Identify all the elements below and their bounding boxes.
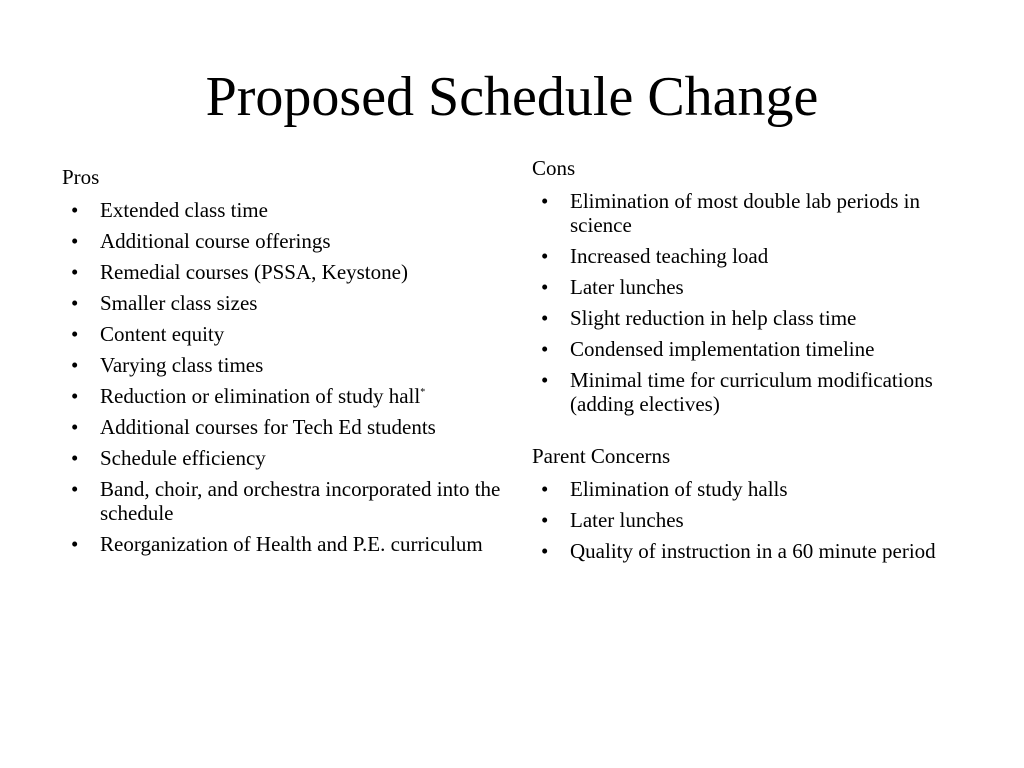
list-item: • Remedial courses (PSSA, Keystone) xyxy=(71,260,408,284)
list-item: • Increased teaching load xyxy=(541,244,769,268)
bullet-icon: • xyxy=(71,446,79,470)
slide-title: Proposed Schedule Change xyxy=(205,66,819,128)
list-item: • Quality of instruction in a 60 minute period xyxy=(541,539,936,563)
bullet-icon: • xyxy=(541,508,549,532)
list-item: • Additional courses for Tech Ed students xyxy=(71,415,436,439)
section-spacer xyxy=(532,416,972,442)
list-item: • Content equity xyxy=(71,322,225,346)
bullet-icon: • xyxy=(541,306,549,330)
pros-column xyxy=(62,163,502,556)
bullet-icon: • xyxy=(541,244,549,268)
cons-column xyxy=(532,154,972,563)
bullet-icon: • xyxy=(71,532,79,556)
bullet-icon: • xyxy=(71,291,79,315)
bullet-icon: • xyxy=(71,229,79,253)
list-item: • Elimination of study halls xyxy=(541,477,788,501)
list-item: • Smaller class sizes xyxy=(71,291,258,315)
list-item: • Reorganization of Health and P.E. curriculum xyxy=(71,532,483,556)
bullet-icon: • xyxy=(541,275,549,299)
cons-list xyxy=(532,189,972,416)
list-item: • Additional course offerings xyxy=(71,229,331,253)
list-item: • Later lunches xyxy=(541,275,684,299)
list-item: • Condensed implementation timeline xyxy=(541,337,875,361)
pros-heading: Pros xyxy=(62,165,100,189)
bullet-icon: • xyxy=(71,322,79,346)
parent-concerns-heading: Parent Concerns xyxy=(532,444,671,468)
list-item: • Slight reduction in help class time xyxy=(541,306,857,330)
list-item: • Band, choir, and orchestra incorporated into the schedule xyxy=(71,477,501,525)
bullet-icon: • xyxy=(541,539,549,563)
bullet-icon: • xyxy=(71,415,79,439)
pros-list xyxy=(62,198,502,556)
bullet-icon: • xyxy=(71,353,79,377)
bullet-icon: • xyxy=(71,477,79,501)
footnote-mark: * xyxy=(420,387,426,398)
cons-heading: Cons xyxy=(532,156,576,180)
bullet-icon: • xyxy=(71,198,79,222)
list-item: • Reduction or elimination of study hall* xyxy=(71,384,426,408)
bullet-icon: • xyxy=(541,189,549,213)
parent-concerns-list xyxy=(532,477,972,563)
bullet-icon: • xyxy=(541,337,549,361)
list-item: • Later lunches xyxy=(541,508,684,532)
bullet-icon: • xyxy=(541,368,549,392)
bullet-icon: • xyxy=(541,477,549,501)
list-item: • Elimination of most double lab periods in science xyxy=(541,189,920,237)
list-item: • Extended class time xyxy=(71,198,268,222)
bullet-icon: • xyxy=(71,384,79,408)
bullet-icon: • xyxy=(71,260,79,284)
list-item: • Varying class times xyxy=(71,353,264,377)
list-item: • Minimal time for curriculum modifications (adding electives) xyxy=(541,368,933,416)
list-item: • Schedule efficiency xyxy=(71,446,266,470)
